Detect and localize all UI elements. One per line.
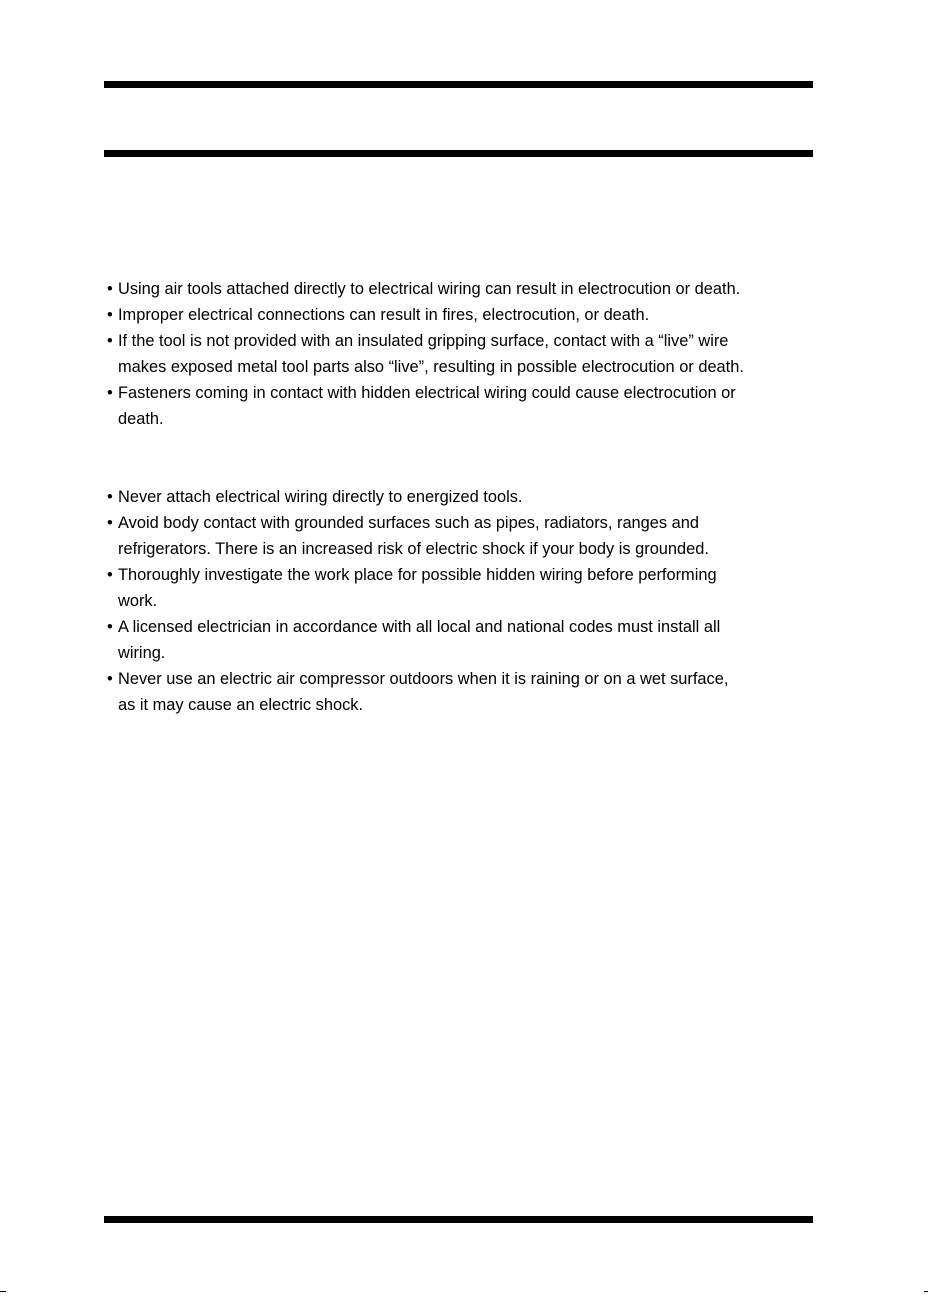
item-text-line: death. — [118, 410, 164, 428]
item-text-line: If the tool is not provided with an insulated gripping surface, contact with a “live” wire — [118, 332, 729, 350]
footer-rule — [104, 1216, 813, 1223]
bullet-icon: • — [107, 280, 113, 298]
hazards-list — [107, 276, 837, 432]
item-text-line: refrigerators. There is an increased risk of electric shock if your body is grounded. — [118, 540, 709, 558]
header-rule-bottom — [104, 150, 813, 157]
item-text-line: Improper electrical connections can result in fires, electrocution, or death. — [118, 306, 650, 324]
precaution-item — [107, 666, 837, 718]
bullet-icon: • — [107, 332, 113, 350]
item-text-line: work. — [118, 592, 158, 610]
item-text-line: wiring. — [118, 644, 166, 662]
precaution-item — [107, 484, 837, 510]
bullet-icon: • — [107, 618, 113, 636]
bullet-icon: • — [107, 514, 113, 532]
bullet-icon: • — [107, 670, 113, 688]
item-text-line: Using air tools attached directly to electrical wiring can result in electrocution or death. — [118, 280, 741, 298]
hazard-item — [107, 276, 837, 302]
bullet-icon: • — [107, 384, 113, 402]
page-corner-mark — [0, 1291, 6, 1292]
precaution-item — [107, 562, 837, 614]
item-text-line: Never use an electric air compressor outdoors when it is raining or on a wet surface, — [118, 670, 729, 688]
hazard-item — [107, 302, 837, 328]
item-text-line: as it may cause an electric shock. — [118, 696, 364, 714]
hazard-item — [107, 328, 837, 380]
header-rule-top — [104, 81, 813, 88]
item-text-line: Fasteners coming in contact with hidden electrical wiring could cause electrocution or — [118, 384, 736, 402]
item-text-line: makes exposed metal tool parts also “live”, resulting in possible electrocution or death. — [118, 358, 744, 376]
hazard-item — [107, 380, 837, 432]
bullet-icon: • — [107, 566, 113, 584]
bullet-icon: • — [107, 306, 113, 324]
precaution-item — [107, 510, 837, 562]
bullet-icon: • — [107, 488, 113, 506]
precautions-list — [107, 484, 837, 718]
item-text-line: Never attach electrical wiring directly to energized tools. — [118, 488, 523, 506]
item-text-line: A licensed electrician in accordance with all local and national codes must install all — [118, 618, 721, 636]
item-text-line: Thoroughly investigate the work place for possible hidden wiring before performing — [118, 566, 717, 584]
page-corner-mark — [924, 1291, 928, 1292]
item-text-line: Avoid body contact with grounded surfaces such as pipes, radiators, ranges and — [118, 514, 700, 532]
precaution-item — [107, 614, 837, 666]
